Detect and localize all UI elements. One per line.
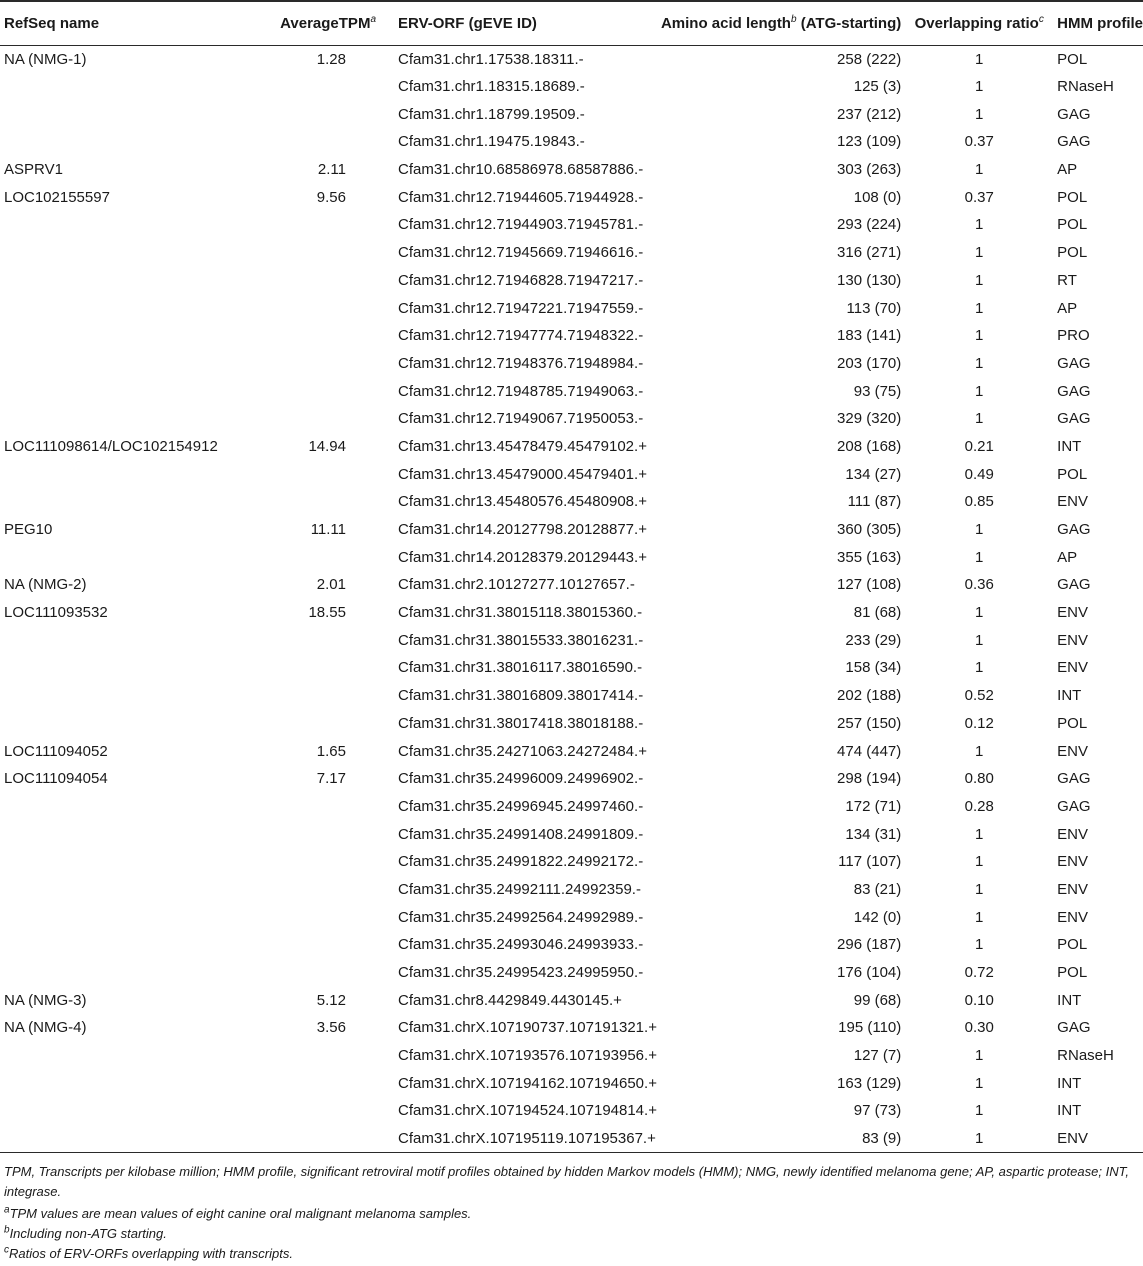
cell-refseq-name: NA (NMG-1) [4,50,87,68]
table-row [0,1097,1143,1125]
cell-refseq-name [0,931,239,959]
cell-overlapping-ratio: 1 [907,1125,1047,1153]
cell-amino-acid-length: 83 (9) [657,1125,907,1153]
cell-average-tpm [239,239,384,267]
cell-erv-orf: Cfam31.chrX.107194524.107194814.+ [398,1102,657,1120]
cell-amino-acid-length: 329 (320) [837,410,902,428]
cell-erv-orf: Cfam31.chr1.17538.18311.- [398,50,584,68]
cell-refseq-name [0,1125,239,1153]
cell-average-tpm [239,793,384,821]
cell-overlapping-ratio: 0.12 [964,714,994,732]
cell-overlapping-ratio: 0.28 [964,797,994,815]
table-row [0,45,1143,73]
table-row [0,903,1143,931]
cell-overlapping-ratio: 1 [975,271,984,289]
cell-average-tpm [239,1097,384,1125]
table-row [0,737,1143,765]
cell-overlapping-ratio: 1 [975,105,984,123]
cell-refseq-name [0,377,239,405]
cell-amino-acid-length: 108 (0) [853,188,902,206]
header-average-tpm: AverageTPM$^a$ [239,1,384,45]
cell-erv-orf: Cfam31.chr12.71947774.71948322.- [398,327,644,345]
cell-refseq-name: NA (NMG-2) [4,576,87,594]
cell-amino-acid-length: 117 (107) [838,853,902,871]
cell-average-tpm [239,931,384,959]
cell-overlapping-ratio: 0.37 [964,188,994,206]
cell-average-tpm [239,211,384,239]
cell-refseq-name [0,710,239,738]
cell-overlapping-ratio: 0.85 [964,493,994,511]
table-row [0,156,1143,184]
cell-erv-orf: Cfam31.chr8.4429849.4430145.+ [398,991,622,1009]
cell-erv-orf: Cfam31.chr12.71948785.71949063.- [398,382,644,400]
cell-erv-orf: Cfam31.chr2.10127277.10127657.- [398,576,635,594]
cell-overlapping-ratio: 1 [975,548,984,566]
cell-erv-orf: Cfam31.chr35.24991408.24991809.- [398,825,644,843]
table-row [0,793,1143,821]
cell-hmm-profile: AP [1057,161,1078,179]
cell-refseq-name: PEG10 [4,521,53,539]
cell-average-tpm: 1.28 [316,50,346,68]
cell-refseq-name [0,543,239,571]
table-row [0,959,1143,987]
cell-overlapping-ratio: 1 [975,161,984,179]
cell-hmm-profile: ENV [1057,659,1089,677]
cell-erv-orf: Cfam31.chr31.38015533.38016231.- [398,631,644,649]
cell-hmm-profile: GAG [1057,1019,1091,1037]
cell-hmm-profile: POL [1057,216,1088,234]
cell-amino-acid-length: 202 (188) [837,687,902,705]
cell-average-tpm [239,322,384,350]
cell-erv-orf: Cfam31.chr12.71945669.71946616.- [398,244,644,262]
cell-hmm-profile: POL [1057,188,1088,206]
cell-erv-orf: Cfam31.chr13.45479000.45479401.+ [398,465,647,483]
cell-overlapping-ratio: 1 [975,78,984,96]
cell-amino-acid-length: 474 (447) [837,742,902,760]
table-row [0,239,1143,267]
cell-amino-acid-length: 127 (7) [853,1047,902,1065]
cell-hmm-profile: POL [1057,50,1088,68]
table-row [0,848,1143,876]
cell-refseq-name [0,654,239,682]
table-row [0,267,1143,295]
cell-hmm-profile: INT [1057,1074,1082,1092]
table-row [0,543,1143,571]
cell-average-tpm [239,654,384,682]
cell-amino-acid-length: 97 (73) [853,1102,902,1120]
cell-hmm-profile: RNaseH [1057,78,1114,96]
cell-amino-acid-length: 208 (168) [837,437,902,455]
cell-overlapping-ratio: 1 [975,1102,984,1120]
cell-hmm-profile: POL [1057,465,1088,483]
cell-overlapping-ratio: 1 [975,1074,984,1092]
table-row [0,986,1143,1014]
cell-hmm-profile: AP [1057,299,1078,317]
cell-average-tpm: 2.01 [316,576,346,594]
cell-amino-acid-length: 134 (27) [845,465,902,483]
cell-hmm-profile: ENV [1057,742,1089,760]
cell-average-tpm [239,848,384,876]
cell-average-tpm [239,959,384,987]
cell-average-tpm: 3.56 [316,1019,346,1037]
cell-average-tpm: 14.94 [308,437,346,455]
cell-refseq-name [0,1042,239,1070]
cell-erv-orf: Cfam31.chr1.18799.19509.- [398,105,585,123]
cell-refseq-name [0,876,239,904]
cell-average-tpm [239,128,384,156]
table-row [0,294,1143,322]
cell-average-tpm [239,543,384,571]
cell-overlapping-ratio: 0.52 [964,687,994,705]
table-row [0,571,1143,599]
cell-amino-acid-length: 360 (305) [837,521,902,539]
cell-amino-acid-length: 355 (163) [837,548,902,566]
cell-amino-acid-length: 113 (70) [846,299,902,317]
cell-amino-acid-length: 233 (29) [845,631,902,649]
cell-hmm-profile: GAG [1057,354,1091,372]
cell-refseq-name: NA (NMG-4) [4,1019,87,1037]
cell-amino-acid-length: 316 (271) [837,244,902,262]
cell-average-tpm [239,1069,384,1097]
cell-refseq-name: LOC111093532 [4,604,108,622]
cell-hmm-profile: INT [1057,687,1082,705]
cell-refseq-name [0,460,239,488]
cell-refseq-name [0,73,239,101]
cell-amino-acid-length: 293 (224) [837,216,902,234]
cell-overlapping-ratio: 0.37 [964,133,994,151]
cell-hmm-profile: ENV [1057,493,1089,511]
cell-erv-orf: Cfam31.chr35.24996945.24997460.- [398,797,644,815]
cell-refseq-name: LOC111094054 [4,770,108,788]
cell-refseq-name: LOC102155597 [4,188,110,206]
cell-amino-acid-length: 127 (108) [837,576,902,594]
cell-refseq-name [0,903,239,931]
cell-overlapping-ratio: 1 [975,631,984,649]
table-row [0,377,1143,405]
table-row [0,1125,1143,1153]
cell-refseq-name [0,211,239,239]
cell-refseq-name: NA (NMG-3) [4,991,87,1009]
cell-amino-acid-length: 93 (75) [853,382,902,400]
cell-average-tpm [239,294,384,322]
cell-overlapping-ratio: 1 [975,327,984,345]
table-row [0,433,1143,461]
cell-erv-orf: Cfam31.chr10.68586978.68587886.- [398,161,644,179]
cell-hmm-profile: GAG [1057,382,1091,400]
cell-erv-orf: Cfam31.chr31.38016809.38017414.- [398,687,644,705]
table-row [0,710,1143,738]
cell-refseq-name [0,820,239,848]
cell-refseq-name [0,626,239,654]
table-row [0,460,1143,488]
cell-refseq-name [0,350,239,378]
cell-hmm-profile: INT [1057,437,1082,455]
cell-overlapping-ratio: 0.72 [964,964,994,982]
cell-hmm-profile: RT [1057,271,1077,289]
cell-amino-acid-length: 195 (110) [838,1019,902,1037]
cell-hmm-profile: INT [1057,991,1082,1009]
cell-amino-acid-length: 123 (109) [837,133,902,151]
table-row [0,211,1143,239]
cell-overlapping-ratio: 1 [975,216,984,234]
cell-average-tpm: 18.55 [308,604,346,622]
table-row [0,516,1143,544]
cell-amino-acid-length: 134 (31) [845,825,902,843]
table-row [0,100,1143,128]
cell-overlapping-ratio: 1 [975,299,984,317]
cell-refseq-name: ASPRV1 [4,161,63,179]
table-row [0,405,1143,433]
cell-overlapping-ratio: 0.49 [964,465,994,483]
header-erv-orf: ERV-ORF (gEVE ID) [384,1,657,45]
cell-average-tpm [239,73,384,101]
cell-refseq-name: LOC111098614/LOC102154912 [4,437,218,455]
table-row [0,1014,1143,1042]
cell-hmm-profile: GAG [1057,133,1091,151]
cell-overlapping-ratio: 1 [975,354,984,372]
cell-hmm-profile: GAG [1057,797,1091,815]
cell-erv-orf: Cfam31.chr1.18315.18689.- [398,78,585,96]
cell-refseq-name [0,100,239,128]
cell-hmm-profile: POL [1057,964,1088,982]
cell-average-tpm: 7.17 [316,770,346,788]
cell-refseq-name [0,488,239,516]
table-row [0,73,1143,101]
cell-overlapping-ratio: 1 [975,1047,984,1065]
cell-average-tpm [239,350,384,378]
cell-amino-acid-length: 111 (87) [847,493,902,511]
cell-amino-acid-length: 298 (194) [837,770,902,788]
cell-amino-acid-length: 158 (34) [845,659,902,677]
table-body [0,45,1143,1153]
cell-hmm-profile: GAG [1057,576,1091,594]
cell-overlapping-ratio: 1 [975,521,984,539]
cell-refseq-name [0,959,239,987]
cell-overlapping-ratio: 0.36 [964,576,994,594]
cell-overlapping-ratio: 1 [975,908,984,926]
table-row [0,350,1143,378]
cell-refseq-name: LOC111094052 [4,742,108,760]
cell-overlapping-ratio: 1 [975,659,984,677]
cell-average-tpm: 5.12 [316,991,346,1009]
cell-amino-acid-length: 83 (21) [853,880,902,898]
table-row [0,654,1143,682]
cell-erv-orf: Cfam31.chr35.24991822.24992172.- [398,853,644,871]
cell-refseq-name [0,128,239,156]
cell-overlapping-ratio: 1 [975,853,984,871]
cell-erv-orf: Cfam31.chr35.24992564.24992989.- [398,908,644,926]
cell-hmm-profile: RNaseH [1057,1047,1114,1065]
table-footnotes [4,1162,1134,1264]
table-row [0,876,1143,904]
cell-refseq-name [0,793,239,821]
cell-amino-acid-length: 296 (187) [837,936,902,954]
header-hmm-profile: HMM profile [1047,1,1143,45]
table-row [0,488,1143,516]
cell-average-tpm: 1.65 [316,742,346,760]
cell-average-tpm [239,100,384,128]
cell-hmm-profile: ENV [1057,908,1089,926]
table-row [0,128,1143,156]
header-refseq-name: RefSeq name [0,1,239,45]
cell-erv-orf: Cfam31.chr35.24992111.24992359.- [398,880,641,898]
cell-average-tpm [239,876,384,904]
cell-erv-orf: Cfam31.chr1.19475.19843.- [398,133,585,151]
cell-refseq-name [0,848,239,876]
table-row [0,931,1143,959]
cell-refseq-name [0,322,239,350]
header-row [0,1,1143,45]
cell-hmm-profile: GAG [1057,770,1091,788]
cell-average-tpm [239,267,384,295]
cell-amino-acid-length: 125 (3) [853,78,902,96]
cell-overlapping-ratio: 1 [975,382,984,400]
header-overlapping-ratio: Overlapping ratio$^c$ [907,1,1047,45]
cell-erv-orf: Cfam31.chr35.24995423.24995950.- [398,964,644,982]
cell-average-tpm [239,405,384,433]
cell-overlapping-ratio: 0.10 [964,991,994,1009]
cell-average-tpm [239,1042,384,1070]
cell-erv-orf: Cfam31.chr12.71947221.71947559.- [398,299,644,317]
table-row [0,765,1143,793]
cell-amino-acid-length: 99 (68) [853,991,902,1009]
cell-hmm-profile: GAG [1057,521,1091,539]
header-amino-acid-length: Amino acid length$^b$ (ATG-starting) [657,1,907,45]
table-row [0,820,1143,848]
cell-average-tpm [239,710,384,738]
cell-erv-orf: Cfam31.chr35.24996009.24996902.- [398,770,644,788]
cell-hmm-profile: ENV [1057,880,1089,898]
cell-erv-orf: Cfam31.chrX.107194162.107194650.+ [398,1074,657,1092]
cell-hmm-profile: ENV [1057,631,1089,649]
cell-amino-acid-length: 130 (130) [837,271,902,289]
cell-average-tpm [239,820,384,848]
cell-erv-orf: Cfam31.chr12.71944903.71945781.- [398,216,644,234]
cell-overlapping-ratio: 1 [975,936,984,954]
table-row [0,1069,1143,1097]
cell-average-tpm [239,626,384,654]
cell-amino-acid-length: 237 (212) [837,105,902,123]
cell-amino-acid-length: 203 (170) [837,354,902,372]
table-row [0,1042,1143,1070]
cell-refseq-name [0,405,239,433]
footnote-b: $^b$Including non-ATG starting. [4,1224,167,1241]
cell-amino-acid-length: 183 (141) [837,327,902,345]
cell-average-tpm [239,1125,384,1153]
cell-erv-orf: Cfam31.chr13.45478479.45479102.+ [398,437,647,455]
footnote-abbreviations: TPM, Transcripts per kilobase million; HMM profile, significant retroviral motif profiles obtained by hidden Markov models (HMM); NMG, newly identified melanoma gene; AP, aspartic protease; INT, integrase. [4,1164,1129,1199]
cell-hmm-profile: ENV [1047,1125,1143,1153]
cell-amino-acid-length: 258 (222) [837,50,902,68]
cell-average-tpm [239,460,384,488]
table-row [0,183,1143,211]
cell-average-tpm [239,488,384,516]
cell-erv-orf: Cfam31.chr35.24993046.24993933.- [398,936,644,954]
cell-amino-acid-length: 303 (263) [837,161,902,179]
cell-amino-acid-length: 172 (71) [845,797,902,815]
cell-hmm-profile: INT [1057,1102,1082,1120]
cell-hmm-profile: ENV [1057,604,1089,622]
cell-overlapping-ratio: 1 [975,410,984,428]
cell-erv-orf: Cfam31.chr31.38016117.38016590.- [398,659,643,677]
cell-erv-orf: Cfam31.chr12.71946828.71947217.- [398,271,644,289]
cell-overlapping-ratio: 1 [975,880,984,898]
cell-overlapping-ratio: 1 [975,50,984,68]
cell-amino-acid-length: 142 (0) [853,908,902,926]
cell-average-tpm [239,903,384,931]
cell-hmm-profile: ENV [1057,825,1089,843]
cell-refseq-name [0,239,239,267]
cell-erv-orf: Cfam31.chr31.38015118.38015360.- [398,604,643,622]
cell-hmm-profile: POL [1057,714,1088,732]
cell-erv-orf: Cfam31.chr35.24271063.24272484.+ [398,742,647,760]
cell-erv-orf: Cfam31.chrX.107193576.107193956.+ [398,1047,657,1065]
cell-erv-orf: Cfam31.chr14.20128379.20129443.+ [398,548,647,566]
cell-amino-acid-length: 81 (68) [853,604,902,622]
cell-overlapping-ratio: 0.21 [964,437,994,455]
cell-erv-orf: Cfam31.chr14.20127798.20128877.+ [398,521,647,539]
footnote-a: $^a$TPM values are mean values of eight canine oral malignant melanoma samples. [4,1204,472,1221]
cell-overlapping-ratio: 1 [975,742,984,760]
cell-erv-orf: Cfam31.chr13.45480576.45480908.+ [398,493,647,511]
cell-average-tpm: 2.11 [317,161,346,179]
cell-amino-acid-length: 257 (150) [837,714,902,732]
cell-hmm-profile: PRO [1057,327,1090,345]
cell-hmm-profile: GAG [1057,410,1091,428]
table-row [0,682,1143,710]
cell-average-tpm [239,377,384,405]
table-row [0,626,1143,654]
cell-amino-acid-length: 176 (104) [837,964,902,982]
cell-refseq-name [0,294,239,322]
cell-overlapping-ratio: 0.80 [964,770,994,788]
cell-erv-orf: Cfam31.chr31.38017418.38018188.- [398,714,644,732]
cell-average-tpm [239,682,384,710]
cell-erv-orf: Cfam31.chr12.71944605.71944928.- [398,188,644,206]
table-row [0,599,1143,627]
cell-hmm-profile: POL [1057,244,1088,262]
cell-hmm-profile: AP [1057,548,1078,566]
cell-erv-orf: Cfam31.chrX.107195119.107195367.+ [384,1125,657,1153]
cell-overlapping-ratio: 0.30 [964,1019,994,1037]
table-row [0,322,1143,350]
cell-overlapping-ratio: 1 [975,825,984,843]
cell-hmm-profile: GAG [1057,105,1091,123]
cell-overlapping-ratio: 1 [975,604,984,622]
cell-refseq-name [0,1069,239,1097]
cell-erv-orf: Cfam31.chr12.71949067.71950053.- [398,410,644,428]
cell-refseq-name [0,267,239,295]
cell-average-tpm: 9.56 [316,188,346,206]
footnote-c: $^c$Ratios of ERV-ORFs overlapping with transcripts. [4,1244,293,1261]
cell-hmm-profile: POL [1057,936,1088,954]
cell-overlapping-ratio: 1 [975,244,984,262]
cell-refseq-name [0,1097,239,1125]
cell-average-tpm: 11.11 [310,521,346,539]
cell-erv-orf: Cfam31.chr12.71948376.71948984.- [398,354,644,372]
cell-erv-orf: Cfam31.chrX.107190737.107191321.+ [398,1019,657,1037]
cell-hmm-profile: ENV [1057,853,1089,871]
cell-amino-acid-length: 163 (129) [837,1074,902,1092]
cell-refseq-name [0,682,239,710]
